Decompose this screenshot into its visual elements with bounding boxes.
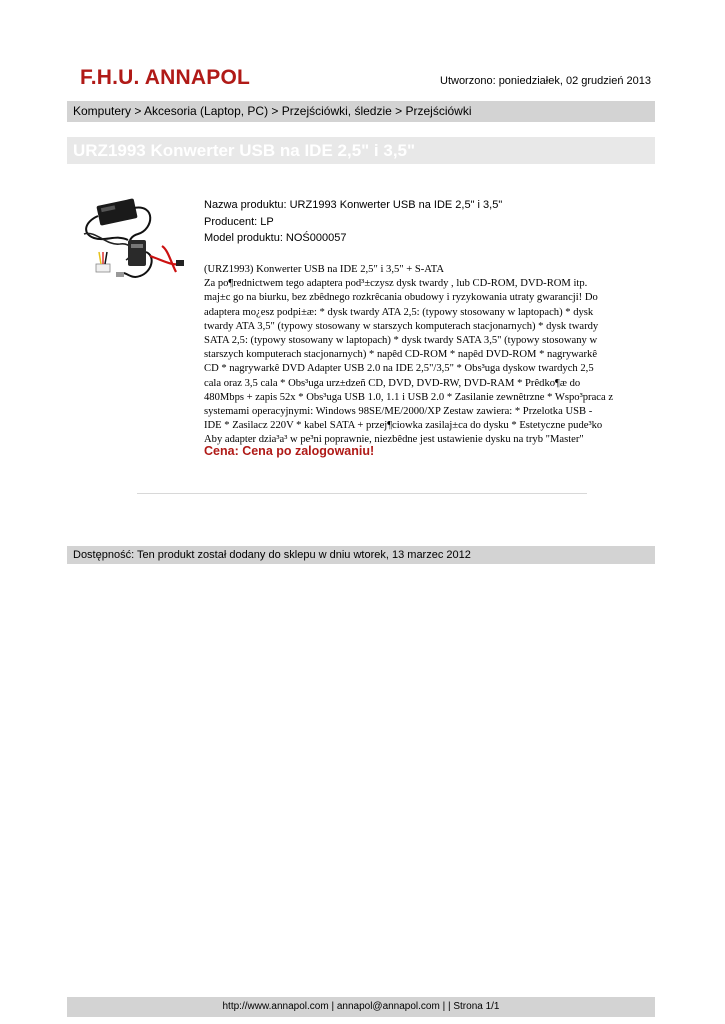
description-line: SATA 2,5: (typowy stosowany w laptopach) * dysk twardy SATA 3,5" (typowy stosowany w [204, 335, 598, 347]
product-meta [204, 197, 502, 247]
description-line: CD * nagrywarkê DVD Adapter USB 2.0 na IDE 2,5"/3,5" * Obs³uga dyskow twardych 2,5 [204, 363, 594, 375]
product-image [76, 194, 192, 294]
product-name: Nazwa produktu: URZ1993 Konwerter USB na IDE 2,5" i 3,5" [204, 199, 503, 211]
description-line: 480Mbps + zapis 52x * Obs³uga USB 1.0, 1.1 i USB 2.0 * Zasilanie zewnêtrzne * Wspo³praca z [204, 391, 614, 403]
description-line: cala oraz 3,5 cala * Obs³uga urz±dzeñ CD, DVD, DVD-RW, DVD-RAM * Prêdko¶æ do [204, 377, 581, 389]
description-line: (URZ1993) Konwerter USB na IDE 2,5" i 3,5" + S-ATA [204, 264, 445, 275]
product-description [204, 263, 632, 448]
price-label: Cena: Cena po zalogowaniu! [204, 444, 375, 458]
description-line: Za po¶rednictwem tego adaptera pod³±czysz dysk twardy , lub CD-ROM, DVD-ROM itp. [204, 278, 588, 290]
shop-name: F.H.U. ANNAPOL [80, 66, 251, 89]
description-line: adaptera mo¿esz podpi±æ: * dysk twardy ATA 2,5: (typowy stosowany w laptopach) * dysk [204, 306, 594, 318]
product-model: Model produktu: NOŚ000057 [204, 232, 347, 244]
description-line: starszych komputerach stacjonarnych) * napêd CD-ROM * napêd DVD-ROM * nagrywarkê [204, 349, 598, 361]
description-line: Aby adapter dzia³a³ w pe³ni poprawnie, niezbêdne jest ustawienie dysku na tryb "Master" [204, 434, 584, 446]
created-date: Utworzono: poniedziałek, 02 grudzień 2013 [440, 75, 651, 87]
description-line: twardy ATA 3,5" (typowy stosowany w starszych komputerach stacjonarnych) * dysk twardy [204, 320, 599, 332]
description-line: systemami operacyjnymi: Windows 98SE/ME/2000/XP Zestaw zawiera: * Przelotka USB - [204, 406, 593, 418]
page-footer: http://www.annapol.com | annapol@annapol.com | | Strona 1/1 [67, 997, 655, 1017]
divider [137, 493, 587, 494]
availability-bar: Dostępność: Ten produkt został dodany do sklepu w dniu wtorek, 13 marzec 2012 [67, 546, 655, 564]
breadcrumb: Komputery > Akcesoria (Laptop, PC) > Przejściówki, śledzie > Przejściówki [67, 101, 655, 122]
product-title: URZ1993 Konwerter USB na IDE 2,5" i 3,5" [67, 137, 655, 164]
description-line: maj±c go na biurku, bez zbêdnego rozkrêcania obudowy i ryzykowania utraty gwarancji! Do [204, 292, 598, 304]
description-line: IDE * Zasilacz 220V * kabel SATA + przej¶ciowka zasilaj±ca do dysku * Estetyczne pude³ko [204, 420, 603, 432]
product-producer: Producent: LP [204, 215, 274, 228]
